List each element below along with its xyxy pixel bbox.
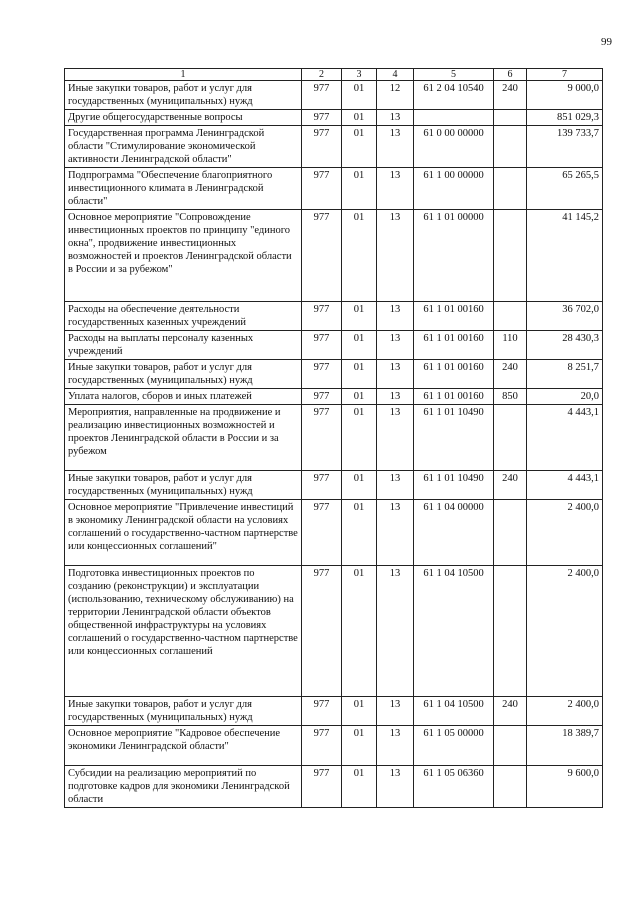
table-row (65, 210, 603, 302)
ministry-code-cell: 977 (302, 697, 342, 726)
section-cell: 01 (342, 331, 377, 360)
row-name-cell: Субсидии на реализацию мероприятий по подготовке кадров для экономики Ленинградской области (65, 766, 302, 808)
target-article-cell: 61 1 05 06360 (414, 766, 494, 808)
subsection-cell: 13 (377, 405, 414, 471)
amount-cell: 28 430,3 (527, 331, 603, 360)
subsection-cell: 13 (377, 126, 414, 168)
header-cell: 1 (65, 69, 302, 81)
section-cell: 01 (342, 302, 377, 331)
target-article-cell: 61 1 01 00160 (414, 331, 494, 360)
header-cell: 5 (414, 69, 494, 81)
expense-type-cell: 110 (494, 331, 527, 360)
subsection-cell: 13 (377, 210, 414, 302)
row-name-cell: Подпрограмма "Обеспечение благоприятного инвестиционного климата в Ленинградской области" (65, 168, 302, 210)
table-row (65, 726, 603, 766)
page-number: 99 (601, 36, 612, 48)
expense-type-cell (494, 168, 527, 210)
table-row (65, 360, 603, 389)
section-cell: 01 (342, 210, 377, 302)
row-name-cell: Другие общегосударственные вопросы (65, 110, 302, 126)
expense-type-cell: 240 (494, 471, 527, 500)
row-name-cell: Иные закупки товаров, работ и услуг для государственных (муниципальных) нужд (65, 360, 302, 389)
row-name-cell: Иные закупки товаров, работ и услуг для государственных (муниципальных) нужд (65, 697, 302, 726)
table-row (65, 697, 603, 726)
subsection-cell: 13 (377, 500, 414, 566)
ministry-code-cell: 977 (302, 210, 342, 302)
table-row (65, 766, 603, 808)
expense-type-cell (494, 110, 527, 126)
header-cell: 2 (302, 69, 342, 81)
row-name-cell: Подготовка инвестиционных проектов по созданию (реконструкции) и эксплуатации (использованию, техническому обслуживанию) на территории Ленинградской области объектов общественной инфраструктуры на условиях соглашений о государственно-частном партнерстве или концессионных соглашений (65, 566, 302, 697)
ministry-code-cell: 977 (302, 81, 342, 110)
amount-cell: 851 029,3 (527, 110, 603, 126)
expense-type-cell (494, 302, 527, 331)
ministry-code-cell: 977 (302, 389, 342, 405)
target-article-cell: 61 1 00 00000 (414, 168, 494, 210)
subsection-cell: 13 (377, 471, 414, 500)
section-cell: 01 (342, 81, 377, 110)
expense-type-cell: 240 (494, 360, 527, 389)
header-row (65, 69, 603, 81)
amount-cell: 2 400,0 (527, 566, 603, 697)
amount-cell: 9 600,0 (527, 766, 603, 808)
section-cell: 01 (342, 389, 377, 405)
target-article-cell: 61 1 04 00000 (414, 500, 494, 566)
subsection-cell: 13 (377, 302, 414, 331)
target-article-cell: 61 1 01 00160 (414, 389, 494, 405)
amount-cell: 8 251,7 (527, 360, 603, 389)
row-name-cell: Основное мероприятие "Привлечение инвестиций в экономику Ленинградской области на условиях соглашений о государственно-частном партнерстве или концессионных соглашений" (65, 500, 302, 566)
ministry-code-cell: 977 (302, 405, 342, 471)
target-article-cell: 61 0 00 00000 (414, 126, 494, 168)
subsection-cell: 13 (377, 331, 414, 360)
row-name-cell: Мероприятия, направленные на продвижение и реализацию инвестиционных возможностей и проектов Ленинградской области в России и за рубежом (65, 405, 302, 471)
subsection-cell: 13 (377, 389, 414, 405)
table-row (65, 168, 603, 210)
table-row (65, 126, 603, 168)
expense-type-cell (494, 726, 527, 766)
row-name-cell: Иные закупки товаров, работ и услуг для государственных (муниципальных) нужд (65, 471, 302, 500)
section-cell: 01 (342, 500, 377, 566)
section-cell: 01 (342, 126, 377, 168)
subsection-cell: 13 (377, 566, 414, 697)
target-article-cell: 61 1 01 00160 (414, 360, 494, 389)
table-row (65, 405, 603, 471)
expense-type-cell (494, 210, 527, 302)
target-article-cell: 61 1 05 00000 (414, 726, 494, 766)
expense-type-cell (494, 500, 527, 566)
amount-cell: 139 733,7 (527, 126, 603, 168)
ministry-code-cell: 977 (302, 168, 342, 210)
header-cell: 4 (377, 69, 414, 81)
amount-cell: 9 000,0 (527, 81, 603, 110)
header-cell: 6 (494, 69, 527, 81)
amount-cell: 20,0 (527, 389, 603, 405)
table-row (65, 566, 603, 697)
ministry-code-cell: 977 (302, 110, 342, 126)
header-cell: 7 (527, 69, 603, 81)
amount-cell: 2 400,0 (527, 697, 603, 726)
target-article-cell: 61 1 01 00000 (414, 210, 494, 302)
ministry-code-cell: 977 (302, 360, 342, 389)
expense-type-cell: 240 (494, 697, 527, 726)
subsection-cell: 13 (377, 697, 414, 726)
ministry-code-cell: 977 (302, 126, 342, 168)
ministry-code-cell: 977 (302, 726, 342, 766)
target-article-cell (414, 110, 494, 126)
ministry-code-cell: 977 (302, 566, 342, 697)
section-cell: 01 (342, 697, 377, 726)
table-row (65, 389, 603, 405)
table-row (65, 110, 603, 126)
section-cell: 01 (342, 360, 377, 389)
ministry-code-cell: 977 (302, 331, 342, 360)
section-cell: 01 (342, 168, 377, 210)
ministry-code-cell: 977 (302, 766, 342, 808)
target-article-cell: 61 1 01 10490 (414, 405, 494, 471)
ministry-code-cell: 977 (302, 500, 342, 566)
budget-table (64, 68, 603, 808)
expense-type-cell (494, 126, 527, 168)
subsection-cell: 13 (377, 766, 414, 808)
subsection-cell: 12 (377, 81, 414, 110)
amount-cell: 2 400,0 (527, 500, 603, 566)
table-row (65, 331, 603, 360)
row-name-cell: Основное мероприятие "Кадровое обеспечение экономики Ленинградской области" (65, 726, 302, 766)
target-article-cell: 61 2 04 10540 (414, 81, 494, 110)
amount-cell: 4 443,1 (527, 405, 603, 471)
target-article-cell: 61 1 04 10500 (414, 697, 494, 726)
amount-cell: 18 389,7 (527, 726, 603, 766)
expense-type-cell (494, 405, 527, 471)
row-name-cell: Расходы на выплаты персоналу казенных учреждений (65, 331, 302, 360)
section-cell: 01 (342, 566, 377, 697)
row-name-cell: Основное мероприятие "Сопровождение инвестиционных проектов по принципу "единого окна", продвижение инвестиционных возможностей и проектов Ленинградской области в России и за рубежом" (65, 210, 302, 302)
target-article-cell: 61 1 01 00160 (414, 302, 494, 331)
expense-type-cell (494, 566, 527, 697)
section-cell: 01 (342, 405, 377, 471)
row-name-cell: Расходы на обеспечение деятельности государственных казенных учреждений (65, 302, 302, 331)
subsection-cell: 13 (377, 360, 414, 389)
expense-type-cell: 850 (494, 389, 527, 405)
header-cell: 3 (342, 69, 377, 81)
target-article-cell: 61 1 01 10490 (414, 471, 494, 500)
section-cell: 01 (342, 766, 377, 808)
section-cell: 01 (342, 726, 377, 766)
table-row (65, 471, 603, 500)
expense-type-cell (494, 766, 527, 808)
row-name-cell: Государственная программа Ленинградской области "Стимулирование экономической активности Ленинградской области" (65, 126, 302, 168)
table-row (65, 81, 603, 110)
subsection-cell: 13 (377, 168, 414, 210)
amount-cell: 36 702,0 (527, 302, 603, 331)
amount-cell: 65 265,5 (527, 168, 603, 210)
amount-cell: 4 443,1 (527, 471, 603, 500)
ministry-code-cell: 977 (302, 302, 342, 331)
amount-cell: 41 145,2 (527, 210, 603, 302)
ministry-code-cell: 977 (302, 471, 342, 500)
subsection-cell: 13 (377, 726, 414, 766)
table-row (65, 500, 603, 566)
section-cell: 01 (342, 471, 377, 500)
section-cell: 01 (342, 110, 377, 126)
row-name-cell: Уплата налогов, сборов и иных платежей (65, 389, 302, 405)
expense-type-cell: 240 (494, 81, 527, 110)
row-name-cell: Иные закупки товаров, работ и услуг для государственных (муниципальных) нужд (65, 81, 302, 110)
subsection-cell: 13 (377, 110, 414, 126)
target-article-cell: 61 1 04 10500 (414, 566, 494, 697)
table-row (65, 302, 603, 331)
